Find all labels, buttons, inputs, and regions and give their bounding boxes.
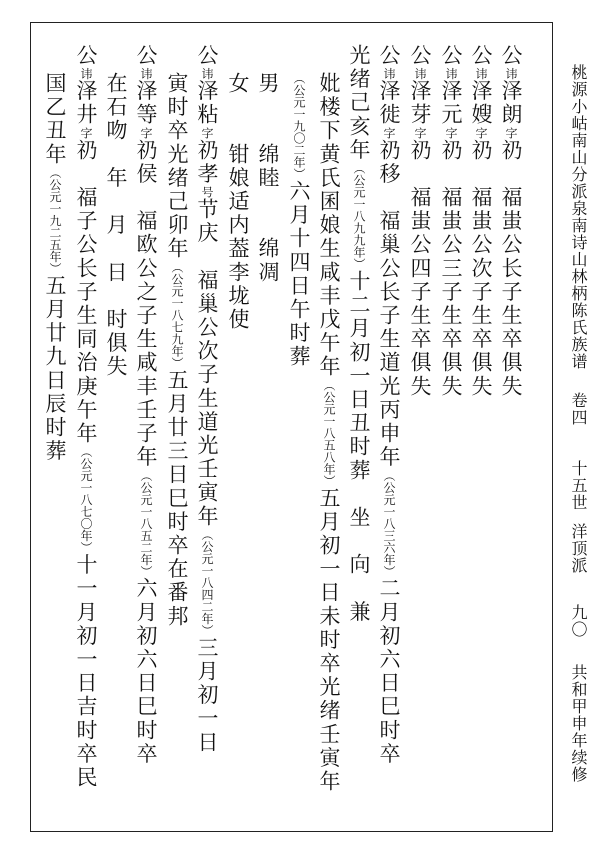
column-text: 六月初六日巳时卒 bbox=[134, 577, 158, 767]
column-text: 国乙丑年 bbox=[43, 72, 67, 167]
page-number: 九〇 bbox=[569, 604, 588, 638]
branch-label: 洋顶派 bbox=[569, 523, 588, 574]
text-column bbox=[470, 44, 491, 398]
text-column bbox=[378, 44, 399, 766]
annotation-small-text: 讳 bbox=[504, 67, 518, 80]
annotation-small-text: 字 bbox=[504, 126, 518, 139]
column-text: 礽 福子公长子生同治庚午年 bbox=[74, 138, 98, 446]
annotation-small-text: 号 bbox=[200, 186, 214, 199]
running-header bbox=[570, 64, 586, 783]
annotation-small-text: 字 bbox=[200, 126, 214, 139]
column-text: 公 bbox=[408, 44, 432, 68]
annotation-small-text: （公元一八七〇年） bbox=[79, 445, 93, 554]
column-text: 礽 福蚩公四子生卒俱失 bbox=[408, 138, 432, 399]
column-text: 二月初六日巳时卒 bbox=[377, 577, 401, 767]
column-text: 泽徙 bbox=[377, 79, 401, 127]
annotation-small-text: （公元一八五八年） bbox=[322, 378, 336, 487]
annotation-small-text: （公元一九二五年） bbox=[48, 166, 62, 275]
column-text: 节庆 福巢公次子生道光壬寅年 bbox=[195, 198, 219, 529]
text-column bbox=[288, 72, 309, 369]
annotation-small-text: （公元一八五二年） bbox=[139, 469, 153, 578]
column-text: 礽侯 福欧公之子生咸丰壬子年 bbox=[134, 138, 158, 470]
annotation-small-text: 字 bbox=[139, 126, 153, 139]
column-text: 五月廿九日辰时葬 bbox=[43, 274, 67, 464]
column-text: 寅时卒光绪己卯年 bbox=[165, 72, 189, 261]
text-column bbox=[166, 72, 187, 628]
column-text: 泽朗 bbox=[499, 79, 523, 127]
column-text: 三月初一日 bbox=[195, 636, 219, 755]
annotation-small-text: 讳 bbox=[79, 67, 93, 80]
text-column bbox=[348, 44, 369, 624]
text-column bbox=[257, 72, 278, 284]
book-title: 桃源小岵南山分派泉南诗山林柄陈氏族谱 bbox=[569, 64, 588, 370]
text-column bbox=[440, 44, 461, 398]
column-text: 泽粘 bbox=[195, 79, 219, 127]
column-text: 礽 福蚩公长子生卒俱失 bbox=[499, 138, 523, 399]
annotation-small-text: （公元一九〇二年） bbox=[292, 72, 306, 180]
column-text: 泽嫂 bbox=[469, 79, 493, 127]
generation-label: 十五世 bbox=[569, 460, 588, 511]
column-text: 十二月初一日丑时葬 坐 向 兼 bbox=[347, 270, 371, 624]
column-text: 礽 福蚩公三子生卒俱失 bbox=[439, 138, 463, 399]
column-text: 五月廿三日巳时卒在番邦 bbox=[165, 368, 189, 629]
annotation-small-text: 讳 bbox=[413, 67, 427, 80]
column-text: 男 绵睦 绵凋 bbox=[256, 72, 280, 285]
annotation-small-text: （公元一八三六年） bbox=[382, 469, 396, 578]
text-column bbox=[196, 44, 217, 754]
text-column bbox=[105, 72, 126, 379]
column-text: 泽芽 bbox=[408, 79, 432, 127]
text-column bbox=[500, 44, 521, 398]
annotation-small-text: 字 bbox=[382, 126, 396, 139]
annotation-small-text: 讳 bbox=[382, 67, 396, 80]
column-text: 在石吻 年 月 日 时俱失 bbox=[104, 72, 128, 379]
column-text: 女 钳娘适内葢李垅使 bbox=[226, 72, 250, 332]
text-column bbox=[409, 44, 430, 398]
annotation-small-text: 字 bbox=[79, 126, 93, 139]
column-text: 礽 福蚩公次子生卒俱失 bbox=[469, 138, 493, 399]
annotation-small-text: 字 bbox=[444, 126, 458, 139]
text-column bbox=[44, 72, 65, 463]
column-text: 公 bbox=[469, 44, 493, 68]
annotation-small-text: 讳 bbox=[139, 67, 153, 80]
annotation-small-text: 讳 bbox=[444, 67, 458, 80]
column-text: 泽井 bbox=[74, 79, 98, 127]
text-column bbox=[135, 44, 156, 766]
column-text: 公 bbox=[499, 44, 523, 68]
edition-label: 共和甲申年续修 bbox=[569, 664, 588, 783]
annotation-small-text: 讳 bbox=[474, 67, 488, 80]
text-column bbox=[227, 72, 248, 332]
column-text: 公 bbox=[134, 44, 158, 68]
annotation-small-text: （公元一八四二年） bbox=[200, 528, 214, 637]
text-column bbox=[75, 44, 96, 790]
column-text: 公 bbox=[195, 44, 219, 68]
annotation-small-text: 讳 bbox=[200, 67, 214, 80]
column-text: 公 bbox=[377, 44, 401, 68]
column-text: 妣楼下黄氏囷娘生咸丰戊午年 bbox=[317, 72, 341, 379]
column-text: 十一月初一日吉时卒民 bbox=[74, 553, 98, 790]
text-column bbox=[318, 72, 339, 794]
annotation-small-text: 字 bbox=[474, 126, 488, 139]
column-text: 五月初一日未时卒光绪壬寅年 bbox=[317, 486, 341, 794]
column-text: 六月十四日午时葬 bbox=[287, 180, 311, 369]
volume-label: 卷四 bbox=[569, 392, 588, 426]
column-text: 泽元 bbox=[439, 79, 463, 127]
column-text: 礽孝 bbox=[195, 138, 219, 187]
column-text: 公 bbox=[74, 44, 98, 68]
annotation-small-text: （公元一八七九年） bbox=[170, 260, 184, 369]
column-text: 礽移 福巢公长子生道光丙申年 bbox=[377, 138, 401, 470]
column-text: 光绪己亥年 bbox=[347, 44, 371, 162]
annotation-small-text: （公元一八九九年） bbox=[352, 162, 366, 270]
column-text: 泽等 bbox=[134, 79, 158, 127]
annotation-small-text: 字 bbox=[413, 126, 427, 139]
column-text: 公 bbox=[439, 44, 463, 68]
